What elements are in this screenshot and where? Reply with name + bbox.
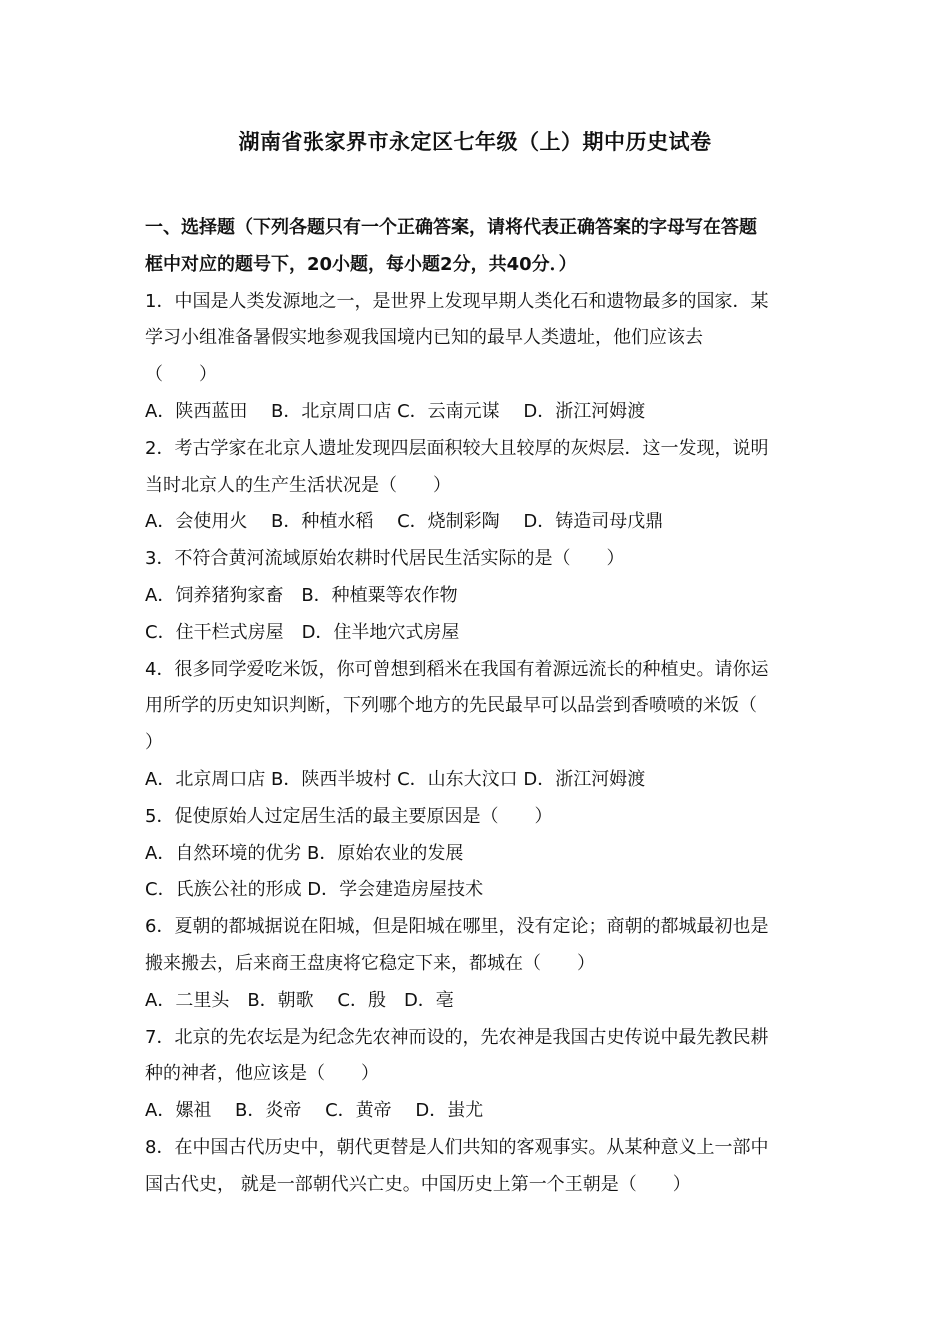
question-6-options: A．二里头 B．朝歌 C．殷 D．亳	[145, 989, 454, 1011]
question-6-line-2: 搬来搬去，后来商王盘庚将它稳定下来，都城在（ ）	[145, 952, 595, 974]
question-2-line-2: 当时北京人的生产生活状况是（ ）	[145, 474, 451, 496]
question-7-line-2: 种的神者，他应该是（ ）	[145, 1063, 379, 1085]
question-1-line-3: （ ）	[145, 364, 217, 386]
question-4-line-2: 用所学的历史知识判断，下列哪个地方的先民最早可以品尝到香喷喷的米饭（	[145, 695, 757, 717]
question-7-options: A．嫘祖 B．炎帝 C．黄帝 D．蚩尤	[145, 1100, 484, 1122]
question-5-options-1: A．自然环境的优劣 B．原始农业的发展	[145, 842, 464, 864]
page-title: 湖南省张家界市永定区七年级（上）期中历史试卷	[238, 130, 712, 154]
question-1-line-1: 1．中国是人类发源地之一，是世界上发现早期人类化石和遗物最多的国家．某	[145, 290, 769, 312]
question-2-line-1: 2．考古学家在北京人遗址发现四层面积较大且较厚的灰烬层．这一发现，说明	[145, 437, 769, 459]
question-4-line-1: 4．很多同学爱吃米饭，你可曾想到稻米在我国有着源远流长的种植史。请你运	[145, 658, 769, 680]
question-3-options-1: A．饲养猪狗家畜 B．种植粟等农作物	[145, 584, 458, 606]
question-3-options-2: C．住干栏式房屋 D．住半地穴式房屋	[145, 621, 460, 643]
section-heading-line-1: 一、选择题（下列各题只有一个正确答案，请将代表正确答案的字母写在答题	[145, 217, 757, 238]
question-8-line-1: 8．在中国古代历史中，朝代更替是人们共知的客观事实。从某种意义上一部中	[145, 1136, 769, 1158]
question-4-line-3: ）	[145, 732, 163, 754]
question-7-line-1: 7．北京的先农坛是为纪念先农神而设的，先农神是我国古史传说中最先教民耕	[145, 1026, 769, 1048]
question-1-options: A．陕西蓝田 B．北京周口店 C．云南元谋 D．浙江河姆渡	[145, 400, 646, 422]
question-1-line-2: 学习小组准备暑假实地参观我国境内已知的最早人类遗址，他们应该去	[145, 327, 703, 349]
question-2-options: A．会使用火 B．种植水稻 C．烧制彩陶 D．铸造司母戊鼎	[145, 511, 664, 533]
question-8-line-2: 国古代史， 就是一部朝代兴亡史。中国历史上第一个王朝是（ ）	[145, 1173, 691, 1195]
question-section	[145, 210, 810, 1204]
question-6-line-1: 6．夏朝的都城据说在阳城，但是阳城在哪里，没有定论；商朝的都城最初也是	[145, 916, 769, 938]
section-heading-line-2: 框中对应的题号下，20小题，每小题2分，共40分．）	[145, 253, 577, 275]
question-3-line-1: 3．不符合黄河流域原始农耕时代居民生活实际的是（ ）	[145, 548, 625, 570]
question-5-options-2: C．氏族公社的形成 D．学会建造房屋技术	[145, 879, 484, 901]
question-5-line-1: 5．促使原始人过定居生活的最主要原因是（ ）	[145, 805, 553, 827]
question-4-options: A．北京周口店 B．陕西半坡村 C．山东大汶口 D．浙江河姆渡	[145, 768, 646, 790]
